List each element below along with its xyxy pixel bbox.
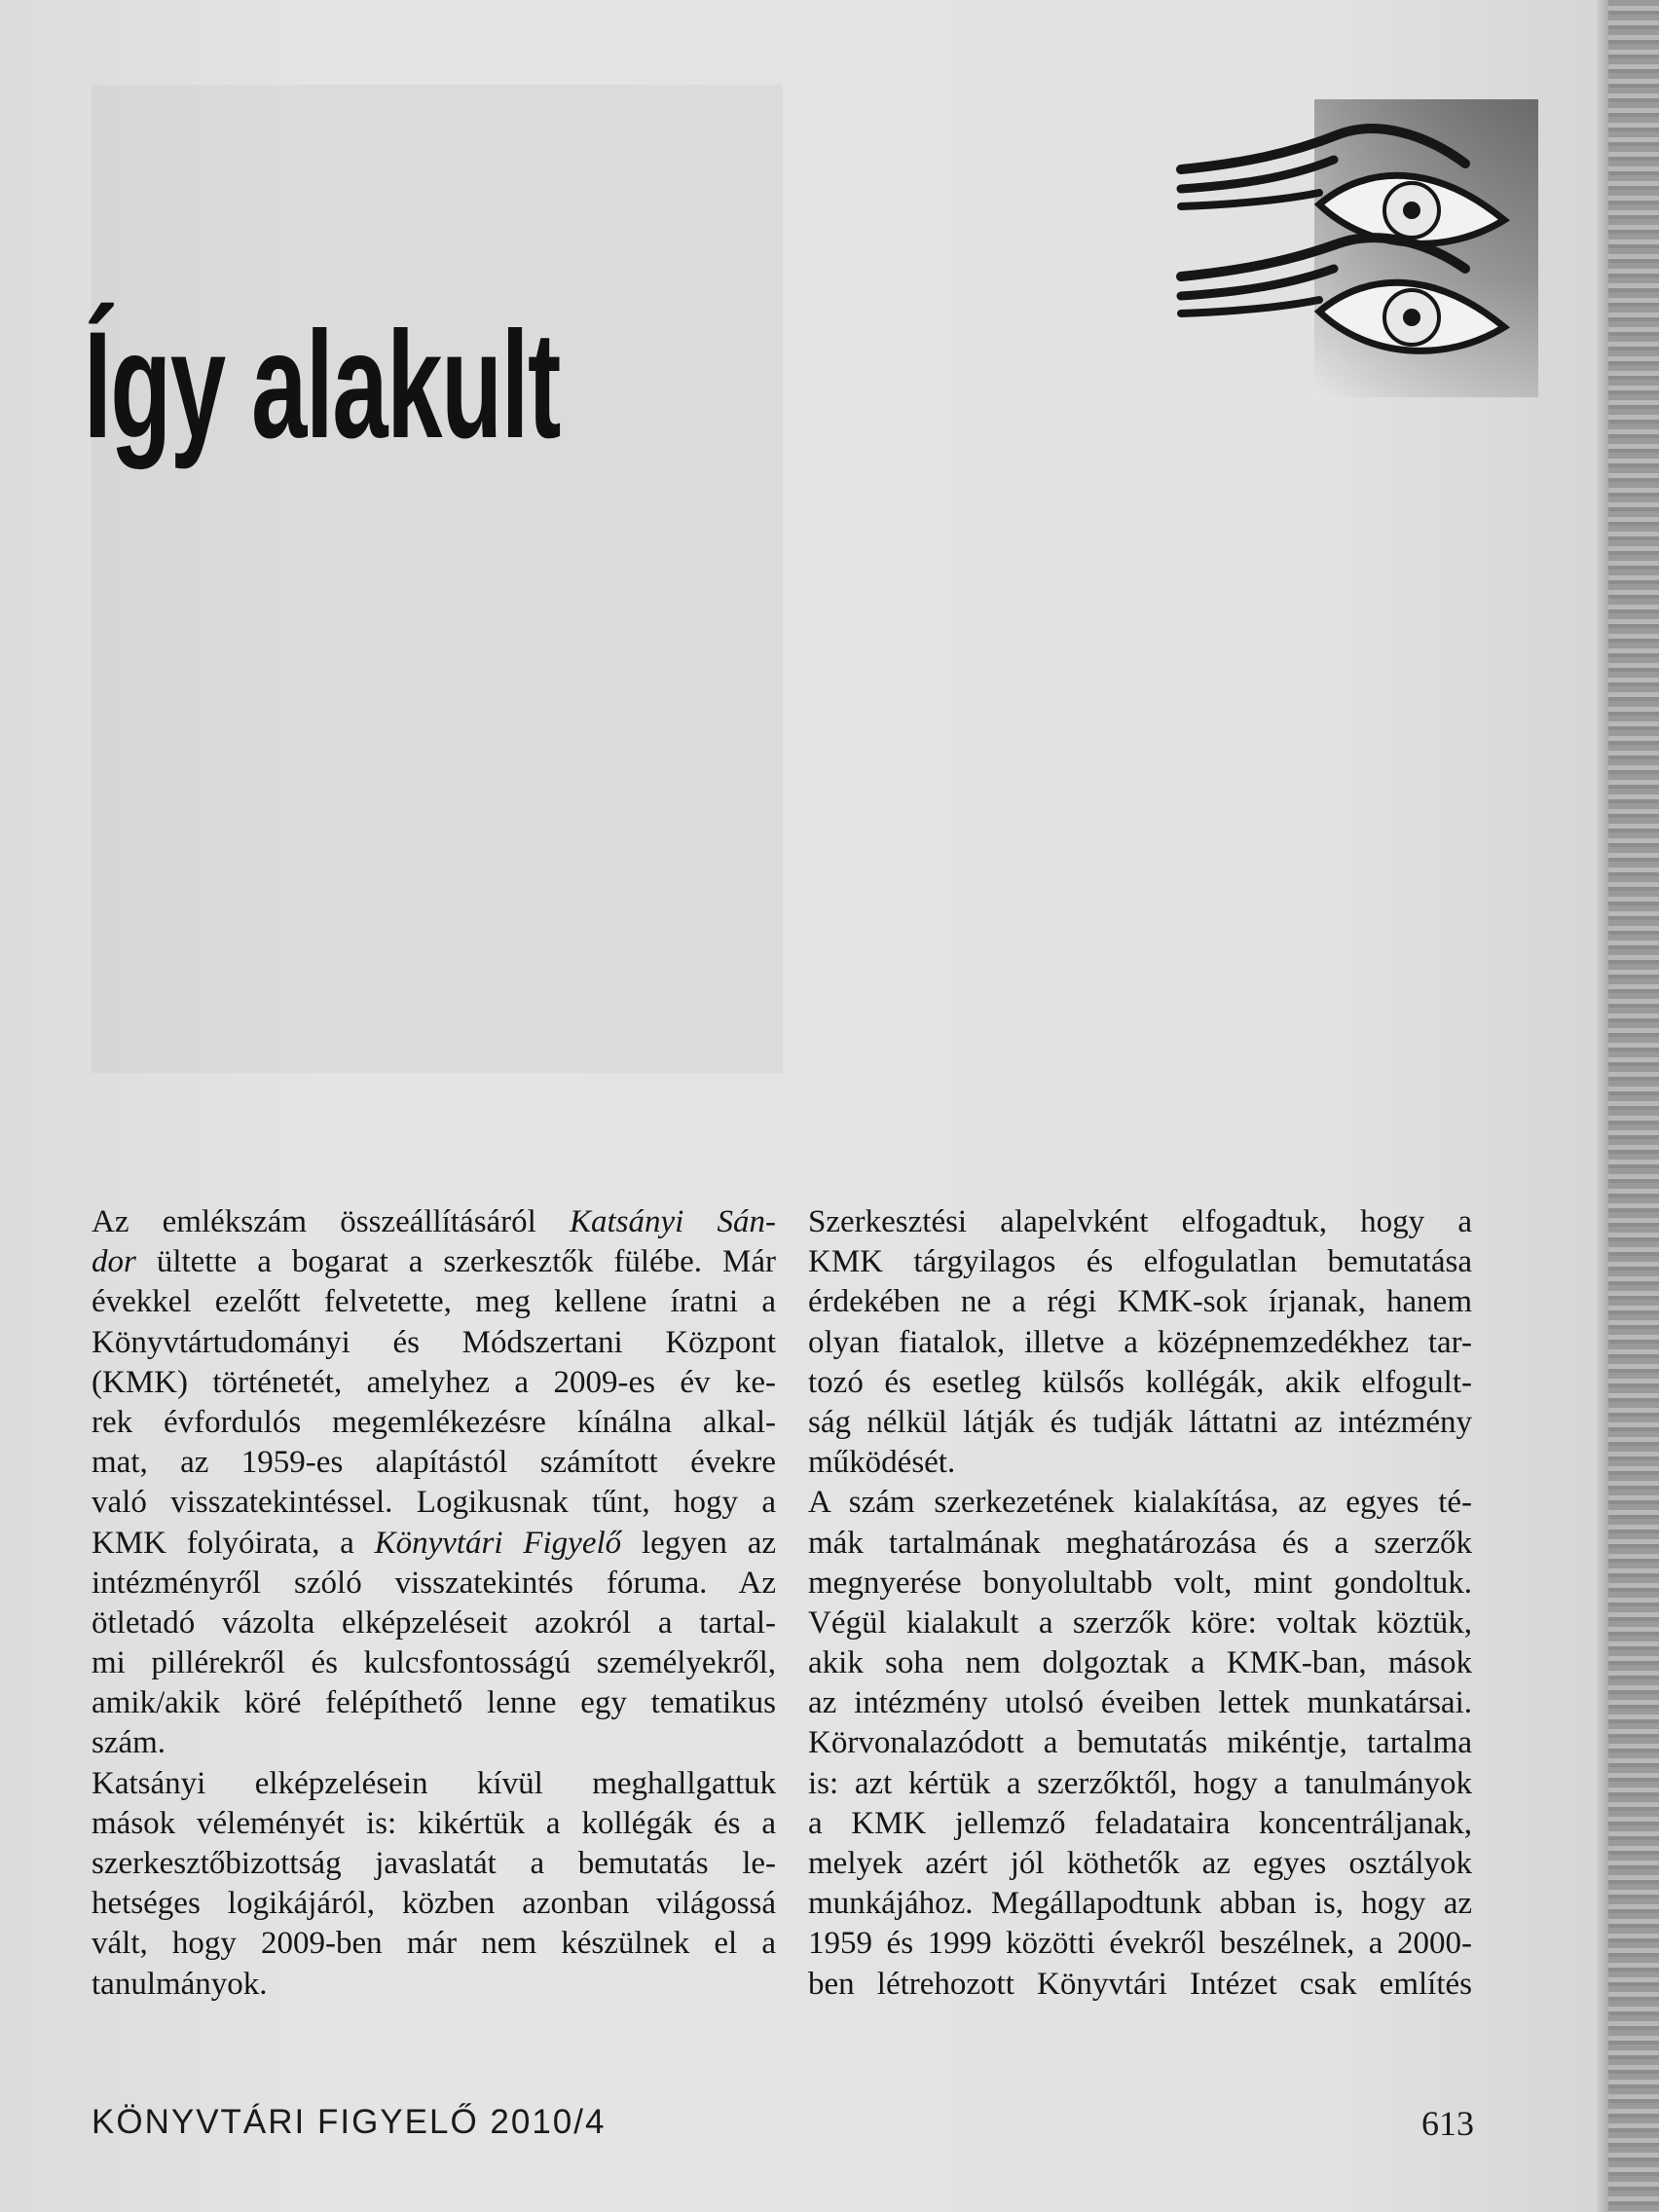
- text-span: évekkel ezelőtt felvetette, meg kellene íratni a: [92, 1284, 776, 1320]
- text-line: [808, 1604, 1472, 1643]
- text-span: való visszatekintéssel. Logikusnak tűnt, hogy a: [92, 1485, 776, 1521]
- text-line: [808, 1564, 1472, 1604]
- text-line: [92, 1443, 776, 1483]
- text-line: [808, 1965, 1472, 2005]
- text-line: [92, 1884, 776, 1924]
- text-span: érdekében ne a régi KMK-sok írjanak, hanem: [808, 1284, 1472, 1320]
- text-span: Szerkesztési alapelvként elfogadtuk, hogy a: [808, 1204, 1472, 1239]
- text-line: [808, 1683, 1472, 1723]
- text-span: A szám szerkezetének kialakítása, az egyes té-: [808, 1485, 1472, 1521]
- text-line: [92, 1524, 776, 1564]
- text-span: tanulmányok.: [92, 1966, 268, 2002]
- text-line: [92, 1323, 776, 1363]
- text-line: [92, 1564, 776, 1604]
- text-span: mi pillérekről és kulcsfontosságú személyekről,: [92, 1645, 776, 1681]
- text-line: [92, 1965, 776, 2005]
- text-span: szerkesztőbizottság javaslatát a bemutatás le-: [92, 1846, 776, 1881]
- text-span: Végül kialakult a szerzők köre: voltak köztük,: [808, 1604, 1472, 1641]
- text-span: mák tartalmának meghatározása és a szerzők: [808, 1525, 1472, 1561]
- text-line: [808, 1363, 1472, 1403]
- text-line: [808, 1202, 1472, 1242]
- text-line: [92, 1363, 776, 1403]
- text-line: [808, 1323, 1472, 1363]
- text-span: Körvonalazódott a bemutatás mikéntje, tartalma: [808, 1725, 1472, 1761]
- text-span: vált, hogy 2009-ben már nem készülnek el a: [92, 1926, 776, 1962]
- text-span: ben létrehozott Könyvtári Intézet csak említés: [808, 1966, 1472, 2002]
- text-span: rek évfordulós megemlékezésre kínálna alkal-: [92, 1404, 776, 1440]
- text-line: [92, 1242, 776, 1282]
- text-line: [808, 1524, 1472, 1564]
- text-line: [92, 1403, 776, 1443]
- text-line: [808, 1924, 1472, 1964]
- text-line: [92, 1764, 776, 1804]
- text-span: Könyvtártudományi és Módszertani Központ: [92, 1324, 776, 1360]
- text-span: szám.: [92, 1725, 166, 1761]
- text-line: [808, 1643, 1472, 1683]
- text-line: [92, 1282, 776, 1322]
- text-line: [92, 1483, 776, 1523]
- text-line: [92, 1723, 776, 1763]
- text-line: [808, 1483, 1472, 1523]
- text-span: mat, az 1959-es alapítástól számított évekre: [92, 1445, 776, 1481]
- text-line: [808, 1844, 1472, 1884]
- text-line: [92, 1924, 776, 1964]
- text-span: is: azt kértük a szerzőktől, hogy a tanulmányok: [808, 1765, 1472, 1801]
- text-line: [92, 1804, 776, 1844]
- text-span: melyek azért jól köthetők az egyes osztályok: [808, 1846, 1472, 1881]
- text-line: [808, 1443, 1472, 1483]
- text-span: tozó és esetleg külsős kollégák, akik elfogult-: [808, 1364, 1472, 1400]
- page-number: 613: [1421, 2104, 1474, 2143]
- text-span: akik soha nem dolgoztak a KMK-ban, mások: [808, 1645, 1472, 1681]
- text-line: [808, 1884, 1472, 1924]
- text-span: ültette a bogarat a szerkesztők fülébe. Már: [135, 1244, 776, 1280]
- text-span: hetséges logikájáról, közben azonban világossá: [92, 1886, 776, 1922]
- text-line: [92, 1202, 776, 1242]
- text-span: mások véleményét is: kikértük a kollégák és a: [92, 1805, 776, 1841]
- text-span: Katsányi elképzelésein kívül meghallgattuk: [92, 1765, 776, 1801]
- right-text-column: [808, 1202, 1472, 2005]
- text-line: [808, 1764, 1472, 1804]
- text-span: a KMK jellemző feladataira koncentráljanak,: [808, 1805, 1472, 1841]
- italic-text: dor: [92, 1244, 136, 1280]
- text-line: [92, 1643, 776, 1683]
- eyes-illustration-icon: [1173, 95, 1543, 399]
- bleed-through-shadow: [92, 85, 783, 1073]
- text-line: [92, 1683, 776, 1723]
- text-span: megnyerése bonyolultabb volt, mint gondoltuk.: [808, 1565, 1472, 1601]
- text-line: [808, 1282, 1472, 1322]
- text-span: működését.: [808, 1445, 956, 1481]
- left-text-column: [92, 1202, 776, 2005]
- text-span: ötletadó vázolta elképzeléseit azokról a tartal-: [92, 1604, 776, 1641]
- text-span: 1959 és 1999 közötti évekről beszélnek, a 2000-: [808, 1926, 1472, 1962]
- text-line: [808, 1804, 1472, 1844]
- text-span: Az emlékszám összeállításáról: [92, 1204, 570, 1239]
- text-span: az intézmény utolsó éveiben lettek munkatársai.: [808, 1685, 1472, 1721]
- text-span: intézményről szóló visszatekintés fóruma. Az: [92, 1565, 776, 1601]
- italic-text: Könyvtári Figyelő: [374, 1525, 622, 1561]
- book-edge: [1608, 0, 1659, 2212]
- text-line: [92, 1604, 776, 1643]
- text-span: legyen az: [621, 1525, 777, 1561]
- article-title: Így alakult: [84, 301, 561, 470]
- text-span: ság nélkül látják és tudják láttatni az intézmény: [808, 1404, 1472, 1440]
- text-line: [808, 1403, 1472, 1443]
- text-span: (KMK) történetét, amelyhez a 2009-es év ke-: [92, 1364, 776, 1400]
- journal-footer: KÖNYVTÁRI FIGYELŐ 2010/4: [92, 2103, 607, 2141]
- text-line: [808, 1723, 1472, 1763]
- text-span: olyan fiatalok, illetve a középnemzedékhez tar-: [808, 1324, 1472, 1360]
- text-line: [808, 1242, 1472, 1282]
- text-line: [92, 1844, 776, 1884]
- text-span: amik/akik köré felépíthető lenne egy tematikus: [92, 1685, 776, 1721]
- text-span: KMK folyóirata, a: [92, 1525, 375, 1561]
- text-span: munkájához. Megállapodtunk abban is, hogy az: [808, 1886, 1472, 1922]
- text-span: KMK tárgyilagos és elfogulatlan bemutatása: [808, 1244, 1472, 1280]
- italic-text: Katsányi Sán-: [570, 1204, 776, 1239]
